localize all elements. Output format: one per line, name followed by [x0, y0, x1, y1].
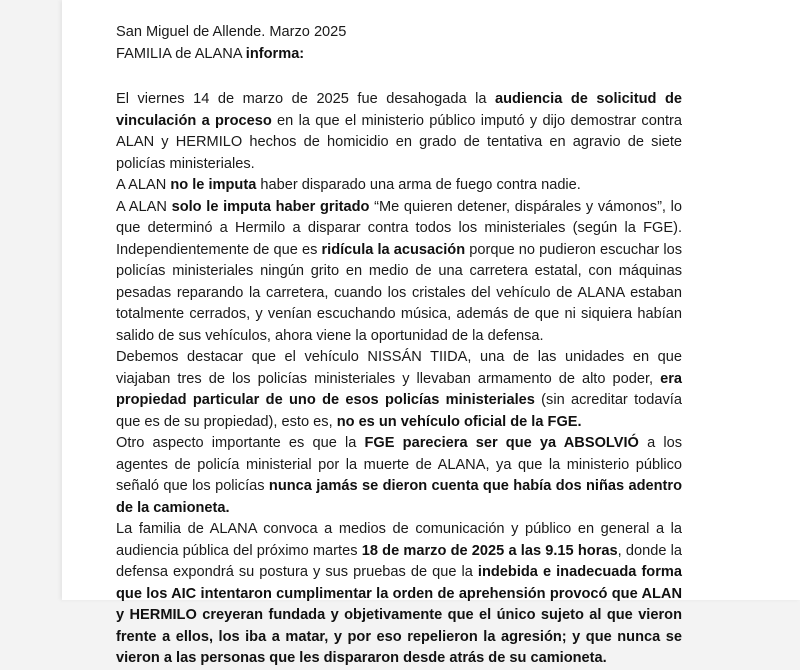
body-text: Debemos destacar que el vehículo NISSÁN TIIDA, una de las unidades en que viajaban tres de los policías ministeriales y llevaban armamento de alto poder, — [116, 349, 682, 387]
emphasis-text: nunca jamás se dieron cuenta que había dos niñas adentro de la camioneta. — [116, 478, 682, 516]
emphasis-text: era propiedad particular de uno de esos policías ministeriales — [116, 370, 682, 408]
place-date: San Miguel de Allende. Marzo 2025 — [116, 24, 347, 40]
emphasis-text: no le imputa — [170, 177, 257, 193]
document-body — [116, 22, 682, 670]
body-text: La familia de ALANA convoca a medios de comunicación y público en general a la audiencia pública del próximo martes — [116, 521, 682, 559]
body-text: porque no pudieron escuchar los policías ministeriales ningún grito en medio de una carretera estatal, con máquinas pesadas reparando la carretera, cuando los cristales del vehículo de ALANA estaban totalmente cerrados, y venían escuchando música, además de que ni siquiera habían salido de sus vehículos, ahora viene la oportunidad de la defensa. — [116, 241, 682, 344]
paragraph-absolved — [116, 433, 682, 519]
document-header — [116, 22, 682, 65]
statement-text — [116, 89, 682, 670]
emphasis-text: indebida e inadecuada forma que los AIC intentaron cumplimentar la orden de aprehensión provocó que ALAN y HERMILO creyeran fundada y objetivamente que el único sujeto al que vieron frente a ellos, los iba a matar, y por eso repelieron la agresión; y que nunca se vieron a las personas que les dispararon desde atrás de su camioneta. — [116, 564, 682, 666]
emphasis-text: ridícula la acusación — [321, 241, 466, 258]
body-text: A ALAN — [116, 177, 171, 193]
body-text: (sin acreditar todavía que es de su propiedad), esto es, — [116, 392, 682, 430]
body-text: a los agentes de policía ministerial por la muerte de ALANA, ya que la ministerio público señaló que los policías — [116, 435, 682, 494]
body-text: “Me quieren detener, dispárales y vámonos”, lo que determinó a Hermilo a disparar contra todos los ministeriales (según la FGE). Independientemente de que es — [116, 198, 683, 258]
body-text: , donde la defensa expondrá su postura y sus pruebas de que la — [116, 542, 683, 580]
emphasis-text: 18 de marzo de 2025 a las 9.15 horas — [361, 542, 618, 559]
emphasis-text: audiencia de solicitud de vinculación a proceso — [116, 91, 682, 129]
body-text: Otro aspecto importante es que la — [116, 435, 365, 451]
paragraph-hearing — [116, 89, 682, 175]
emphasis-text: solo le imputa haber gritado — [171, 198, 370, 215]
body-text: El viernes 14 de marzo de 2025 fue desahogada la — [116, 91, 496, 107]
issuer-verb: informa: — [245, 45, 305, 62]
paragraph-shouting — [116, 197, 682, 348]
issuer-line — [116, 44, 682, 66]
issuer-name: FAMILIA de ALANA — [116, 45, 246, 62]
paragraph-invitation — [116, 519, 682, 670]
body-text: en la que el ministerio público imputó y dijo demostrar contra ALAN y HERMILO hechos de homicidio en grado de tentativa en agravio de siete policías ministeriales. — [116, 112, 682, 172]
paragraph-no-weapon — [116, 175, 682, 197]
body-text: haber disparado una arma de fuego contra nadie. — [256, 177, 581, 193]
body-text: A ALAN — [116, 198, 172, 215]
emphasis-text: FGE pareciera ser que ya ABSOLVIÓ — [364, 435, 639, 451]
paragraph-vehicle — [116, 347, 682, 433]
emphasis-text: no es un vehículo oficial de la FGE. — [336, 413, 582, 430]
